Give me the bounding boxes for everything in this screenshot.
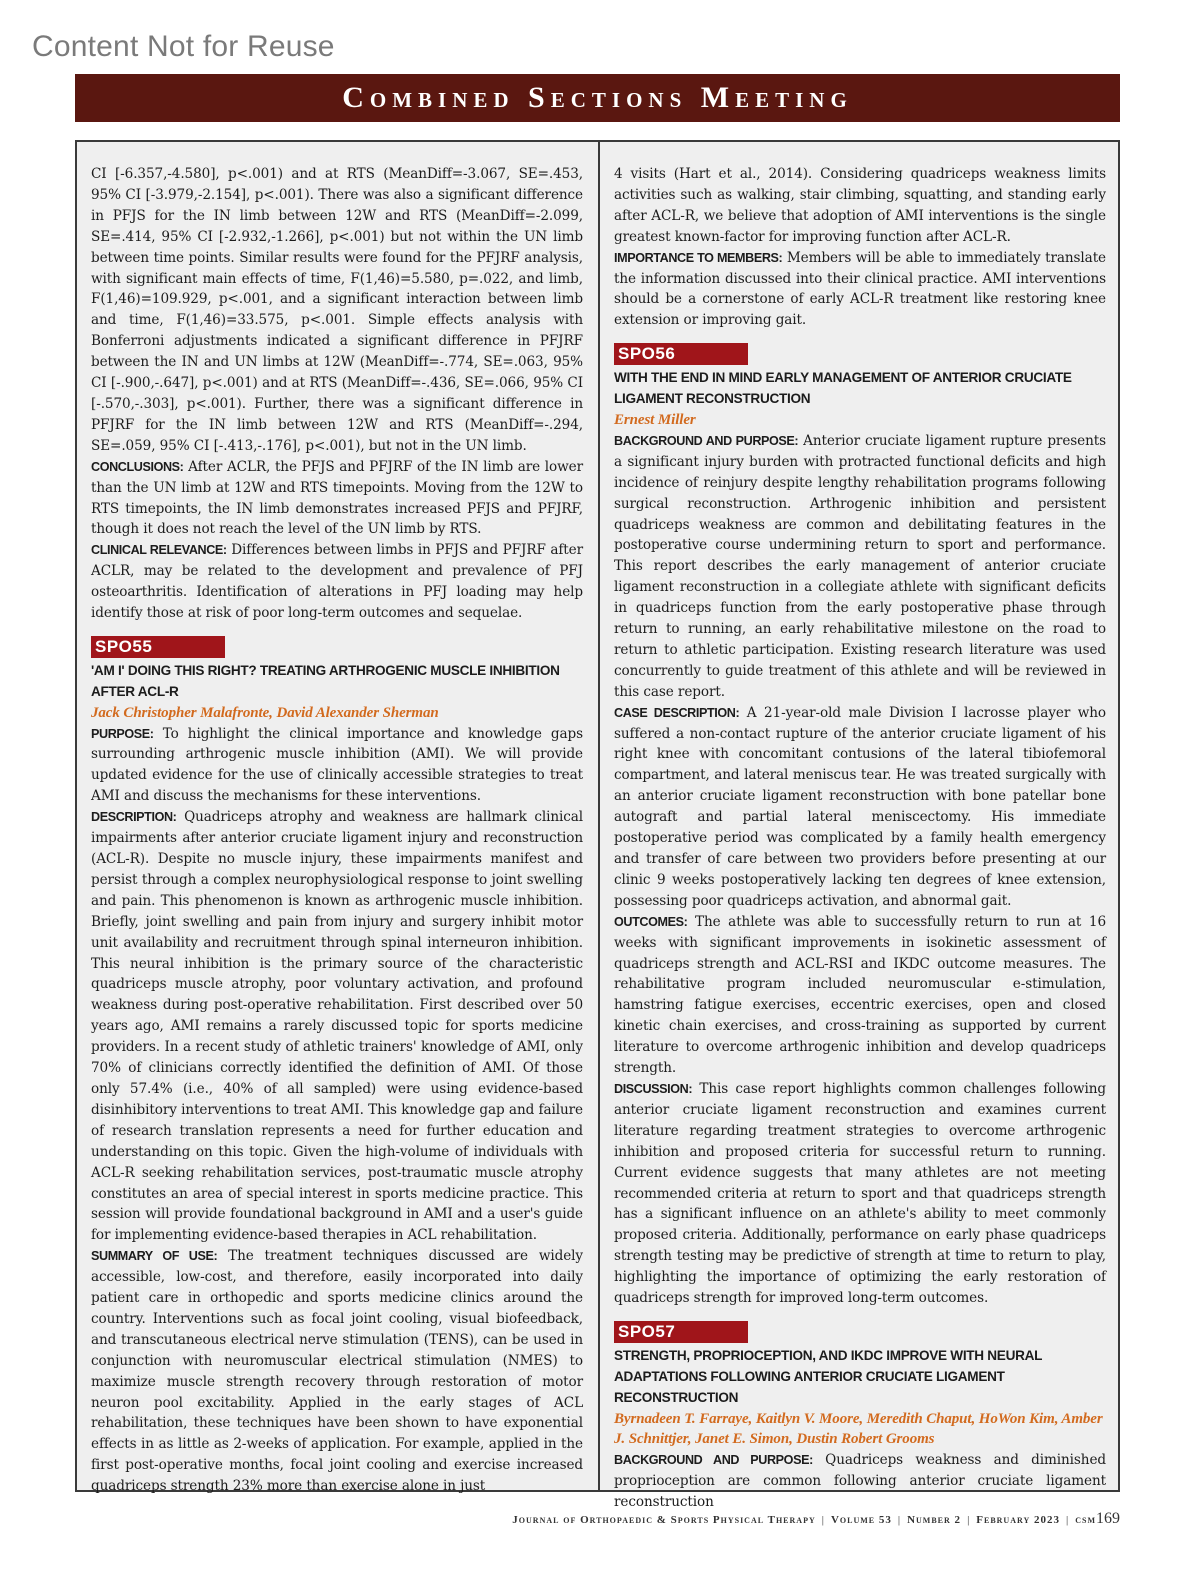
abstract-authors: Jack Christopher Malafronte, David Alexander Sherman <box>91 704 439 721</box>
discussion-text: This case report highlights common challenges following anterior cruciate ligament reconstruction and examines current literature regarding treatment strategies to overcome arthrogenic inhibition and proposed criteria for successful return to running. Current evidence suggests that many athletes are not meeting recommended criteria at return to sport and that quadriceps strength has a significant influence on an athlete's ability to meet commonly proposed criteria. Additionally, performance on early phase quadriceps strength testing may be predictive of strength at time to return to play, highlighting the importance of optimizing the early restoration of quadriceps strength for improved long-term outcomes. <box>614 1080 1106 1307</box>
section-banner: Combined Sections Meeting <box>75 74 1120 122</box>
importance-label: IMPORTANCE TO MEMBERS: <box>614 250 783 265</box>
left-column <box>91 164 583 1497</box>
clinical-relevance-paragraph <box>91 540 583 624</box>
footer-separator: | <box>1066 1514 1070 1526</box>
watermark: Content Not for Reuse <box>32 30 335 63</box>
section-code: csm <box>1075 1514 1096 1526</box>
summary-paragraph <box>91 1246 583 1497</box>
purpose-paragraph <box>91 724 583 808</box>
abstract-title: 'AM I' DOING THIS RIGHT? TREATING ARTHROGENIC MUSCLE INHIBITION AFTER ACL-R <box>91 662 560 699</box>
continued-paragraph: 4 visits (Hart et al., 2014). Considering quadriceps weakness limits activities such as walking, stair climbing, squatting, and standing early after ACL-R, we believe that adoption of AMI interventions is the single greatest known-factor for improving function after ACL-R. <box>614 166 1106 245</box>
purpose-text: To highlight the clinical importance and knowledge gaps surrounding arthrogenic muscle inhibition (AMI). We will provide updated evidence for the use of clinically accessible strategies to treat AMI and discuss the mechanisms for these interventions. <box>91 725 583 805</box>
page-number: 169 <box>1096 1510 1120 1527</box>
page-footer <box>512 1510 1120 1528</box>
results-paragraph: CI [-6.357,-4.580], p<.001) and at RTS (MeanDiff=-3.067, SE=.453, 95% CI [-3.979,-2.154], p<.001). There was also a significant difference in PFJS for the IN limb between 12W and RTS (MeanDiff=-2.099, SE=.414, 95% CI [-2.932,-1.266], p<.001) but not within the UN limb between time points. Similar results were found for the PFJRF analysis, with significant main effects of time, F(1,46)=5.580, p=.022, and limb, F(1,46)=109.929, p<.001, and a significant interaction between limb and time, F(1,46)=33.575, p<.001. Simple effects analysis with Bonferroni adjustments indicated a significant difference in PFJRF between the IN and UN limbs at 12W (MeanDiff=-.774, SE=.063, 95% CI [-.900,-.647], p<.001) and at RTS (MeanDiff=-.436, SE=.066, 95% CI [-.570,-.303], p<.001). Further, there was a significant difference in PFJRF for the IN limb between 12W and RTS (MeanDiff=-.294, SE=.059, 95% CI [-.413,-.176], p<.001), but not in the UN limb. <box>91 166 583 454</box>
right-column <box>614 164 1106 1513</box>
abstract-authors: Byrnadeen T. Farraye, Kaitlyn V. Moore, Meredith Chaput, HoWon Kim, Amber J. Schnittjer, Janet E. Simon, Dustin Robert Grooms <box>614 1410 1103 1448</box>
description-label: DESCRIPTION: <box>91 810 177 825</box>
summary-label: SUMMARY OF USE: <box>91 1249 218 1264</box>
conclusions-paragraph <box>91 457 583 541</box>
footer-separator: | <box>897 1514 902 1526</box>
abstract-title: WITH THE END IN MIND EARLY MANAGEMENT OF ANTERIOR CRUCIATE LIGAMENT RECONSTRUCTION <box>614 370 1072 407</box>
background-text: Anterior cruciate ligament rupture presents a significant injury burden with protracted functional deficits and high incidence of reinjury despite lengthy rehabilitation programs following surgical reconstruction. Arthrogenic inhibition and persistent quadriceps weakness are common and debilitating features in the postoperative course undermining return to sport and performance. This report describes the early management of anterior cruciate ligament reconstruction in a collegiate athlete with significant deficits in quadriceps function from the early postoperative phase through return to running, an early rehabilitative milestone on the road to return to athletic participation. Existing research literature was used concurrently to guide treatment of this athlete and will be reviewed in this case report. <box>614 432 1106 700</box>
column-divider <box>598 142 600 1490</box>
importance-text: Members will be able to immediately translate the information discussed into their clinical practice. AMI interventions should be a cornerstone of early ACL-R treatment like restoring knee extension or improving gait. <box>614 249 1106 329</box>
journal-name: Journal of Orthopaedic & Sports Physical Therapy <box>512 1514 816 1526</box>
volume-label: Volume 53 <box>830 1514 892 1526</box>
case-description-paragraph <box>614 703 1106 912</box>
issue-number: Number 2 <box>907 1514 962 1526</box>
background-paragraph <box>614 1450 1106 1513</box>
background-text: Quadriceps weakness and diminished proprioception are common following anterior cruciate ligament reconstruction <box>614 1452 1106 1511</box>
background-label: BACKGROUND AND PURPOSE: <box>614 1453 813 1468</box>
outcomes-paragraph <box>614 912 1106 1079</box>
discussion-paragraph <box>614 1079 1106 1309</box>
article-frame <box>75 140 1120 1511</box>
case-description-label: CASE DESCRIPTION: <box>614 705 740 720</box>
outcomes-label: OUTCOMES: <box>614 914 688 929</box>
background-label: BACKGROUND AND PURPOSE: <box>614 433 799 448</box>
abstract-title: STRENGTH, PROPRIOCEPTION, AND IKDC IMPROVE WITH NEURAL ADAPTATIONS FOLLOWING ANTERIOR CRUCIATE LIGAMENT RECONSTRUCTION <box>614 1347 1042 1405</box>
clinical-relevance-label: CLINICAL RELEVANCE: <box>91 543 227 558</box>
purpose-label: PURPOSE: <box>91 726 154 741</box>
footer-separator: | <box>967 1514 971 1526</box>
clinical-relevance-text: Differences between limbs in PFJS and PFJRF after ACLR, may be related to the development and prevalence of PFJ osteoarthritis. Identification of alterations in PFJ loading may help identify those at risk of poor long-term outcomes and sequelae. <box>91 542 583 622</box>
conclusions-label: CONCLUSIONS: <box>91 459 184 474</box>
summary-text: The treatment techniques discussed are widely accessible, low-cost, and therefore, easily incorporated into daily patient care in orthopedic and sports medicine clinics around the country. Interventions such as focal joint cooling, visual biofeedback, and transcutaneous electrical nerve stimulation (TENS), can be used in conjunction with neuromuscular electrical stimulation (NMES) to maximize muscle strength recovery through restoration of motor neuron pool excitability. Applied in the early stages of ACL rehabilitation, these techniques have been shown to have exponential effects in as little as 2-weeks of application. For example, applied in the first post-operative months, focal joint cooling and exercise increased quadriceps strength 23% more than exercise alone in just <box>91 1248 584 1495</box>
conclusions-text: After ACLR, the PFJS and PFJRF of the IN limb are lower than the UN limb at 12W and RTS timepoints. Moving from the 12W to RTS timepoints, the IN limb demonstrates increased PFJS and PFJRF, though it does not reach the level of the UN limb by RTS. <box>91 458 583 538</box>
issue-date: February 2023 <box>976 1514 1061 1526</box>
discussion-label: DISCUSSION: <box>614 1081 693 1096</box>
abstract-authors: Ernest Miller <box>614 411 696 428</box>
importance-paragraph <box>614 248 1106 332</box>
abstract-id-badge: SPO56 <box>614 343 748 365</box>
case-description-text: A 21-year-old male Division I lacrosse player who suffered a non-contact rupture of the anterior cruciate ligament of his right knee with concomitant contusions of the lateral tibiofemoral compartment, and lateral meniscus tear. He was treated surgically with an anterior cruciate ligament reconstruction with bone patellar bone autograft and partial lateral meniscectomy. His immediate postoperative period was complicated by a family health emergency and transfer of care between two providers before presenting at our clinic 9 weeks postoperatively lacking ten degrees of knee extension, possessing poor quadriceps activation, and abnormal gait. <box>614 704 1107 909</box>
description-text: Quadriceps atrophy and weakness are hallmark clinical impairments after anterior cruciate ligament injury and reconstruction (ACL-R). Despite no muscle injury, these impairments manifest and persist through a complex neurophysiological response to joint swelling and pain. This phenomenon is known as arthrogenic muscle inhibition. Briefly, joint swelling and pain from injury and surgery inhibit motor unit availability and recruitment through spinal interneuron inhibition. This neural inhibition is the primary source of the characteristic quadriceps muscle atrophy, poor voluntary activation, and profound weakness during post-operative rehabilitation. First described over 50 years ago, AMI remains a rarely discussed topic for sports medicine providers. In a recent study of athletic trainers' knowledge of AMI, only 70% of clinicians correctly identified the definition of AMI. Of those only 57.4% (i.e., 40% of all sampled) were using evidence-based disinhibitory interventions to treat AMI. This knowledge gap and failure of research translation represents a need for further education and understanding on this topic. Given the high-volume of individuals with ACL-R seeking rehabilitation services, post-traumatic muscle atrophy constitutes an area of special interest in sports medicine practice. This session will provide foundational background in AMI and a user's guide for implementing evidence-based therapies in ACL rehabilitation. <box>91 809 583 1244</box>
abstract-id-badge: SPO55 <box>91 636 225 658</box>
background-paragraph <box>614 431 1106 703</box>
outcomes-text: The athlete was able to successfully return to run at 16 weeks with significant improvements in isokinetic assessment of quadriceps strength and ACL-RSI and IKDC outcome measures. The rehabilitative program included neuromuscular e-stimulation, hamstring fatigue exercises, eccentric exercises, open and closed kinetic chain exercises, and cross-training as supported by current literature to overcome arthrogenic inhibition and develop quadriceps strength. <box>614 913 1106 1077</box>
description-paragraph <box>91 807 583 1246</box>
abstract-id-badge: SPO57 <box>614 1321 748 1343</box>
footer-separator: | <box>821 1514 825 1526</box>
